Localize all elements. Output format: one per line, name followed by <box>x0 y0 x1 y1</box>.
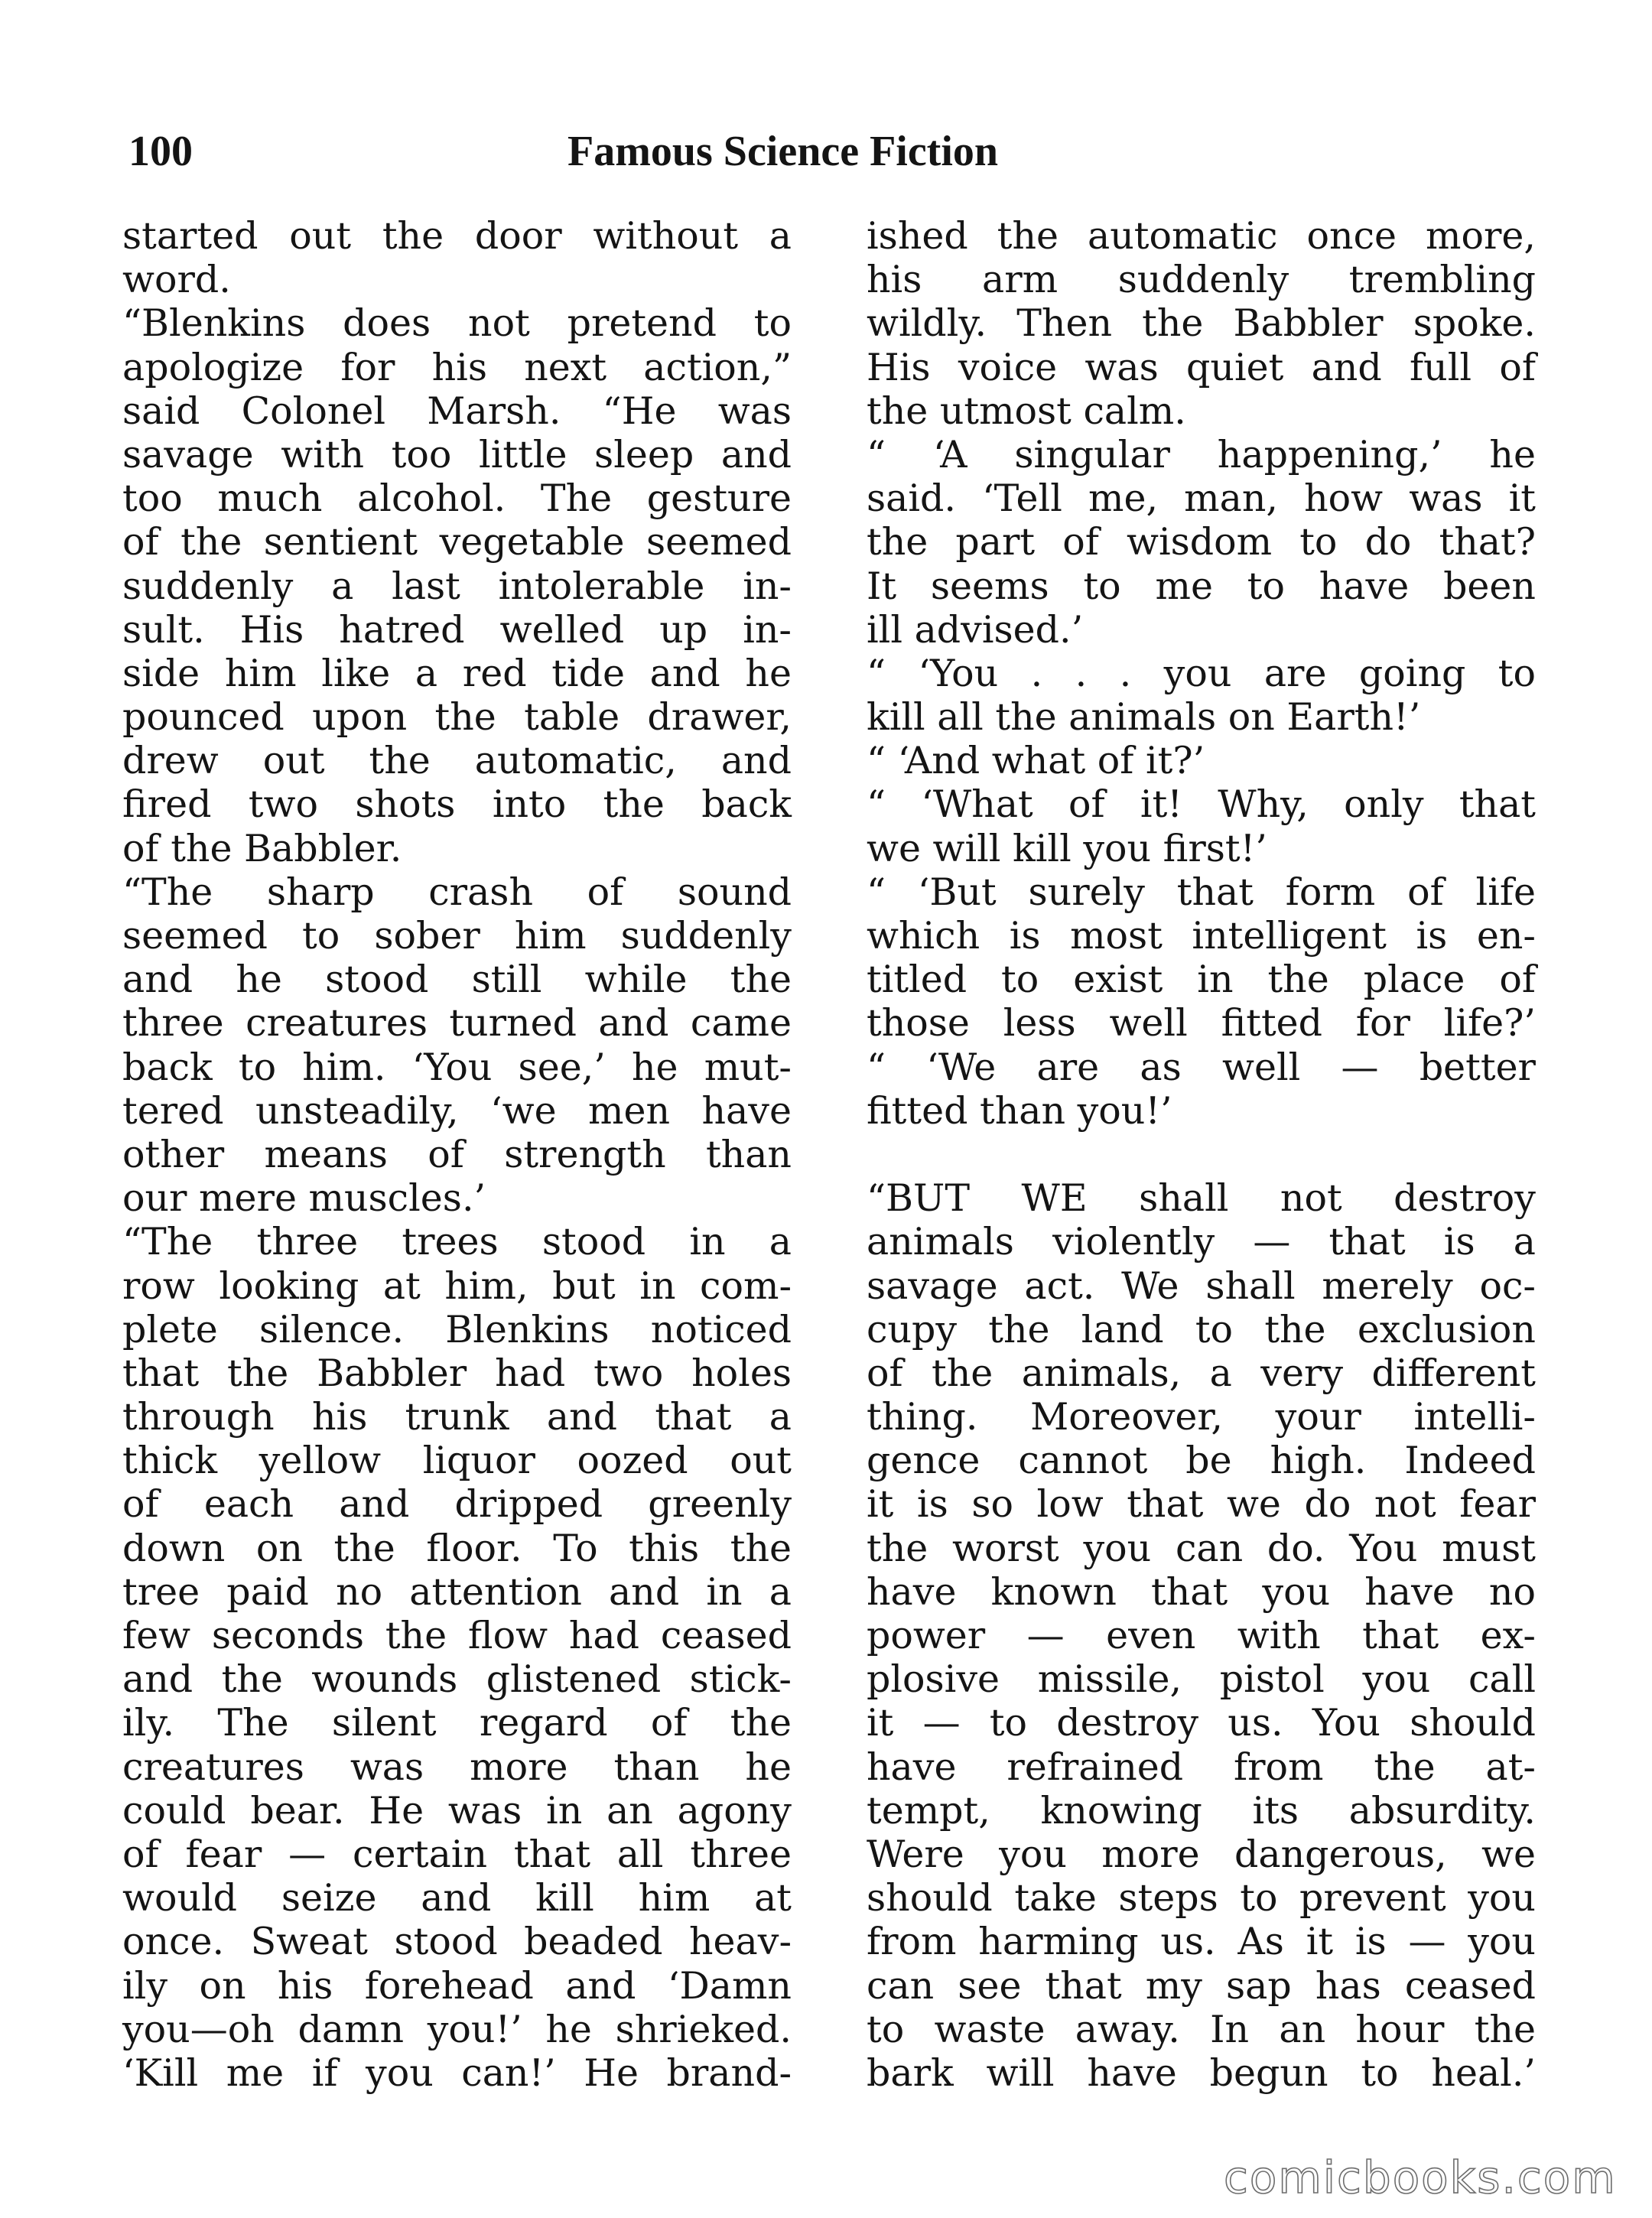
text-line: “The three trees stood in a <box>122 1220 792 1264</box>
text-line: row looking at him, but in com- <box>122 1263 792 1308</box>
watermark-text: comicbooks.com <box>1224 2151 1617 2203</box>
text-line: thick yellow liquor oozed out <box>122 1439 792 1483</box>
running-title: Famous Science Fiction <box>567 128 999 175</box>
right-text-column <box>867 214 1536 2095</box>
text-line: It seems to me to have been <box>867 564 1536 608</box>
text-line: we will kill you first!’ <box>867 826 1267 870</box>
text-line: thing. Moreover, your intelli- <box>867 1395 1536 1439</box>
text-line: “Blenkins does not pretend to <box>122 301 792 346</box>
text-line: sult. His hatred welled up in- <box>122 607 792 652</box>
section-gap <box>867 1133 1536 1176</box>
text-line: “The sharp crash of sound <box>122 870 792 914</box>
text-line: wildly. Then the Babbler spoke. <box>867 301 1536 346</box>
text-line: cupy the land to the exclusion <box>867 1307 1536 1351</box>
text-line: seemed to sober him suddenly <box>122 914 792 958</box>
text-line: which is most intelligent is en- <box>867 914 1536 958</box>
text-line: “ ‘What of it! Why, only that <box>867 782 1536 827</box>
text-line: of the animals, a very different <box>867 1351 1536 1395</box>
text-line: plete silence. Blenkins noticed <box>122 1307 792 1351</box>
text-line: too much alcohol. The gesture <box>122 476 792 521</box>
text-line: ished the automatic once more, <box>867 214 1536 258</box>
text-line: titled to exist in the place of <box>867 958 1536 1002</box>
text-line: ily on his forehead and ‘Damn <box>122 1963 792 2008</box>
text-line: pounced upon the table drawer, <box>122 695 792 740</box>
text-line: power — even with that ex- <box>867 1614 1536 1657</box>
text-line: gence cannot be high. Indeed <box>867 1439 1536 1483</box>
text-line: “ ‘We are as well — better <box>867 1045 1536 1089</box>
text-line: would seize and kill him at <box>122 1876 792 1920</box>
text-line: tempt, knowing its absurdity. <box>867 1788 1536 1833</box>
text-line: from harming us. As it is — you <box>867 1920 1536 1964</box>
text-line: savage with too little sleep and <box>122 432 792 476</box>
text-line: and he stood still while the <box>122 958 792 1002</box>
text-line: “ ‘But surely that form of life <box>867 870 1536 914</box>
text-line: bark will have begun to heal.’ <box>867 2051 1536 2095</box>
text-line: ily. The silent regard of the <box>122 1701 792 1745</box>
text-line: ill advised.’ <box>867 607 1084 652</box>
text-line: “ ‘And what of it?’ <box>867 739 1205 783</box>
text-line: fitted than you!’ <box>867 1088 1172 1133</box>
text-line: animals violently — that is a <box>867 1220 1536 1264</box>
text-line: “BUT WE shall not destroy <box>867 1176 1536 1221</box>
text-line: tree paid no attention and in a <box>122 1569 792 1614</box>
text-line: “ ‘A singular happening,’ he <box>867 432 1536 476</box>
text-line: kill all the animals on Earth!’ <box>867 695 1421 740</box>
text-line: suddenly a last intolerable in- <box>122 564 792 608</box>
text-line: few seconds the flow had ceased <box>122 1614 792 1657</box>
text-line: have known that you have no <box>867 1569 1536 1614</box>
left-text-column <box>122 214 792 2095</box>
text-line: said. ‘Tell me, man, how was it <box>867 476 1536 521</box>
text-line: word. <box>122 258 231 302</box>
text-line: those less well fitted for life?’ <box>867 1001 1536 1046</box>
text-line: plosive missile, pistol you call <box>867 1657 1536 1702</box>
text-line: to waste away. In an hour the <box>867 2007 1536 2051</box>
text-line: it — to destroy us. You should <box>867 1701 1536 1745</box>
text-line: drew out the automatic, and <box>122 739 792 783</box>
text-line: of the sentient vegetable seemed <box>122 520 792 564</box>
text-line: down on the floor. To this the <box>122 1526 792 1570</box>
text-line: three creatures turned and came <box>122 1001 792 1046</box>
text-line: once. Sweat stood beaded heav- <box>122 1920 792 1964</box>
text-line: that the Babbler had two holes <box>122 1351 792 1395</box>
page-number: 100 <box>128 128 193 175</box>
text-line: ‘Kill me if you can!’ He brand- <box>122 2051 792 2095</box>
text-line: “ ‘You . . . you are going to <box>867 651 1536 695</box>
text-line: started out the door without a <box>122 214 792 258</box>
text-line: could bear. He was in an agony <box>122 1788 792 1833</box>
text-line: savage act. We shall merely oc- <box>867 1263 1536 1308</box>
text-line: the part of wisdom to do that? <box>867 520 1536 564</box>
text-line: side him like a red tide and he <box>122 651 792 695</box>
text-line: His voice was quiet and full of <box>867 345 1536 389</box>
text-line: back to him. ‘You see,’ he mut- <box>122 1045 792 1089</box>
text-line: and the wounds glistened stick- <box>122 1657 792 1702</box>
text-line: fired two shots into the back <box>122 782 792 827</box>
text-line: the utmost calm. <box>867 389 1186 433</box>
text-line: of fear — certain that all three <box>122 1832 792 1876</box>
text-line: his arm suddenly trembling <box>867 258 1536 302</box>
text-line: have refrained from the at- <box>867 1745 1536 1789</box>
text-line: it is so low that we do not fear <box>867 1482 1536 1527</box>
text-line: of each and dripped greenly <box>122 1482 792 1527</box>
text-line: of the Babbler. <box>122 826 402 870</box>
text-line: Were you more dangerous, we <box>867 1832 1536 1876</box>
text-line: you—oh damn you!’ he shrieked. <box>122 2007 792 2051</box>
text-line: said Colonel Marsh. “He was <box>122 389 792 433</box>
text-line: can see that my sap has ceased <box>867 1963 1536 2008</box>
text-line: our mere muscles.’ <box>122 1176 486 1221</box>
text-line: creatures was more than he <box>122 1745 792 1789</box>
text-line: apologize for his next action,” <box>122 345 792 389</box>
text-line: other means of strength than <box>122 1132 792 1176</box>
text-line: tered unsteadily, ‘we men have <box>122 1088 792 1133</box>
text-line: the worst you can do. You must <box>867 1526 1536 1570</box>
text-line: through his trunk and that a <box>122 1395 792 1439</box>
text-line: should take steps to prevent you <box>867 1876 1536 1920</box>
